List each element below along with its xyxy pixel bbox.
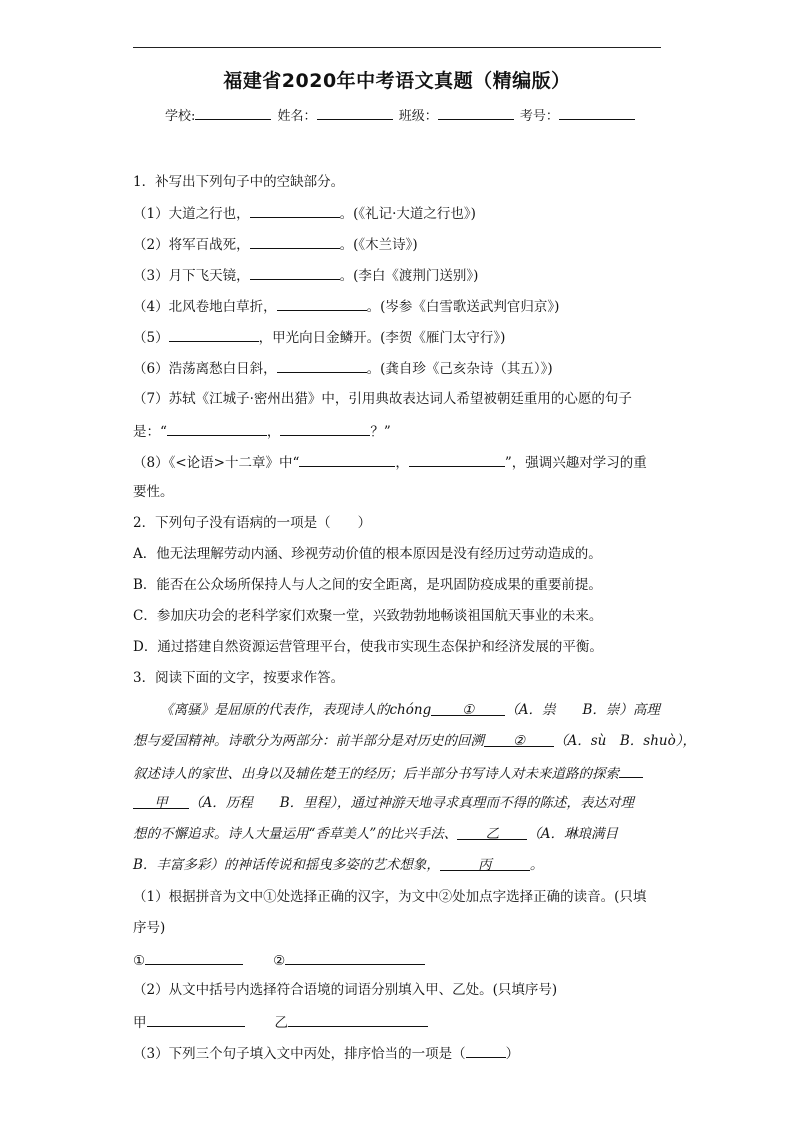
number-blank[interactable]: [559, 107, 635, 120]
answer-blank[interactable]: [147, 1012, 245, 1027]
q3-sub1-answers: ① ②: [133, 950, 425, 970]
name-blank[interactable]: [317, 107, 393, 120]
answer-blank[interactable]: [277, 358, 367, 373]
q3-sub1: （1）根据拼音为文中①处选择正确的汉字，为文中②处加点字选择正确的读音。(只填: [133, 889, 647, 905]
q1-item-7: （7）苏轼《江城子·密州出猎》中，引用典故表达词人希望被朝廷重用的心愿的句子: [133, 391, 632, 407]
q1-item-3: （3）月下飞天镜， 。(李白《渡荆门送别》): [133, 265, 478, 285]
q3-sub1-cont: 序号): [133, 920, 166, 936]
q1-item-8: （8）《<论语>十二章》中“ ， ”，强调兴趣对学习的重: [133, 452, 647, 472]
blank-jia[interactable]: 甲: [133, 794, 189, 809]
q1-stem: 1．补写出下列句子中的空缺部分。: [133, 174, 345, 190]
answer-blank[interactable]: [169, 327, 259, 342]
top-rule: [133, 47, 661, 48]
q2-option-d[interactable]: D．通过搭建自然资源运营管理平台，使我市实现生态保护和经济发展的平衡。: [133, 639, 603, 655]
answer-blank[interactable]: [409, 452, 505, 467]
q2-stem: 2．下列句子没有语病的一项是（ ）: [133, 515, 372, 531]
student-info-row: [165, 105, 637, 124]
q2-option-b[interactable]: B．能否在公众场所保持人与人之间的安全距离，是巩固防疫成果的重要前提。: [133, 577, 602, 593]
q1-item-1: （1）大道之行也， 。(《礼记·大道之行也》): [133, 203, 476, 223]
answer-blank[interactable]: [288, 1012, 428, 1027]
q3-sub3: （3）下列三个句子填入文中丙处，排序恰当的一项是（ ）: [133, 1043, 519, 1063]
q1-item-5: （5） ，甲光向日金鳞开。(李贺《雁门太守行》): [133, 327, 505, 347]
q2-option-a[interactable]: A．他无法理解劳动内涵、珍视劳动价值的根本原因是没有经历过劳动造成的。: [133, 546, 602, 562]
q1-item-2: （2）将军百战死， 。(《木兰诗》): [133, 234, 418, 254]
number-label: 考号：: [519, 109, 559, 124]
q2-option-c[interactable]: C．参加庆功会的老科学家们欢聚一堂，兴致勃勃地畅谈祖国航天事业的未来。: [133, 608, 603, 624]
class-blank[interactable]: [438, 107, 514, 120]
class-label: 班级：: [398, 109, 438, 124]
answer-blank[interactable]: [250, 234, 340, 249]
answer-blank[interactable]: [167, 421, 267, 436]
answer-blank[interactable]: [250, 265, 340, 280]
answer-blank[interactable]: [250, 203, 340, 218]
q3-sub2: （2）从文中括号内选择符合语境的词语分别填入甲、乙处。(只填序号): [133, 982, 558, 998]
answer-blank[interactable]: [466, 1043, 506, 1058]
blank-yi[interactable]: 乙: [457, 825, 527, 840]
answer-blank[interactable]: [277, 296, 367, 311]
page-title: 福建省2020年中考语文真题（精编版）: [223, 70, 571, 92]
answer-blank[interactable]: [145, 950, 243, 965]
passage-line-3: 叙述诗人的家世、出身以及辅佐楚王的经历；后半部分书写诗人对未来道路的探索: [133, 763, 643, 783]
passage-line-5: 想的不懈追求。诗人大量运用“香草美人”的比兴手法、 乙 （A．琳琅满目: [133, 826, 619, 842]
passage-line-4: 甲 （A．历程 B．里程），通过神游天地寻求真理而不得的陈述，表达对理: [133, 794, 634, 812]
blank-bing[interactable]: 丙: [440, 856, 530, 871]
q3-sub2-answers: 甲 乙: [133, 1012, 428, 1032]
passage-line-1: 《离骚》是屈原的代表作，表现诗人的chóng ① （A．祟 B．崇）高理: [160, 702, 660, 718]
q3-stem: 3．阅读下面的文字，按要求作答。: [133, 670, 345, 686]
name-label: 姓名：: [277, 109, 317, 124]
answer-blank[interactable]: [299, 452, 395, 467]
blank-1[interactable]: ①: [431, 701, 505, 716]
blank-2[interactable]: ②: [484, 732, 554, 747]
school-label: 学校:: [165, 109, 196, 124]
answer-blank[interactable]: [280, 421, 370, 436]
q1-item-7-answer: 是：“ ， ？”: [133, 421, 391, 441]
school-blank[interactable]: [195, 107, 271, 120]
q1-item-6: （6）浩荡离愁白日斜， 。(龚自珍《己亥杂诗（其五）》): [133, 358, 553, 378]
passage-line-2: 想与爱国精神。诗歌分为两部分：前半部分是对历史的回溯 ② （A．sù B．shuò），: [133, 733, 696, 749]
q1-item-8-cont: 要性。: [133, 484, 174, 500]
blank-jia-start[interactable]: [619, 763, 643, 778]
q1-item-4: （4）北风卷地白草折， 。(岑参《白雪歌送武判官归京》): [133, 296, 559, 316]
answer-blank[interactable]: [285, 950, 425, 965]
passage-line-6: B．丰富多彩）的神话传说和摇曳多姿的艺术想象， 丙 。: [133, 857, 544, 873]
